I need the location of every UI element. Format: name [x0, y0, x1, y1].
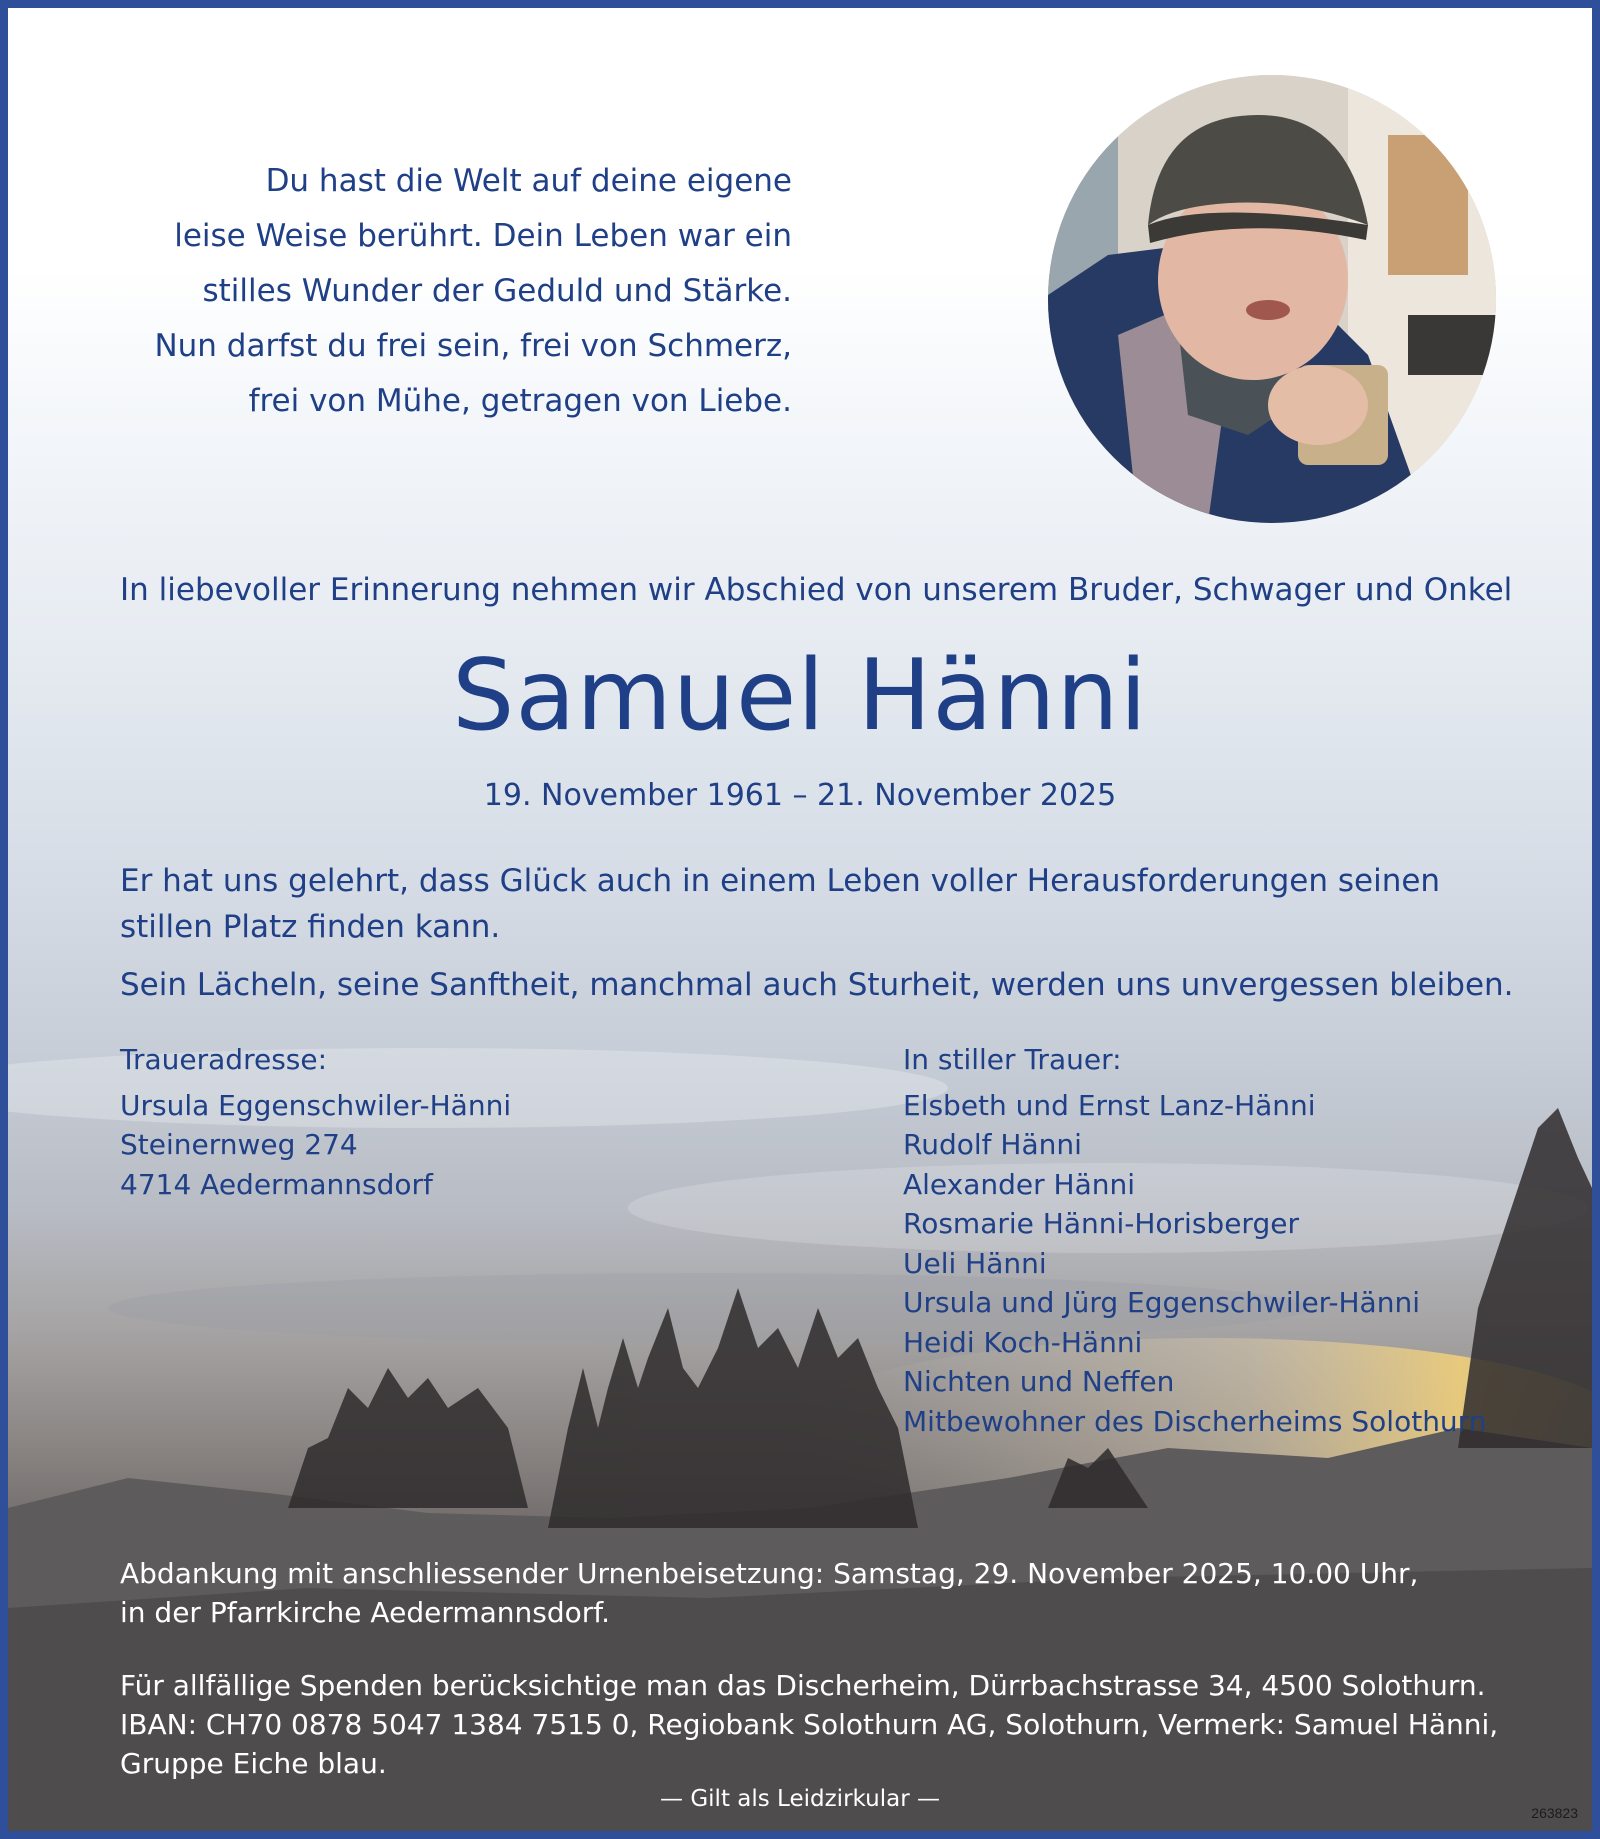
donation-line: Für allfällige Spenden berücksichtige man das Discherheim, Dürrbachstrasse 34, 4500 Solothurn. [120, 1669, 1486, 1702]
mourner-name: Alexander Hänni [903, 1167, 1136, 1201]
mourners-list [903, 1040, 1486, 1441]
poem-line: Du hast die Welt auf deine eigene [265, 163, 792, 199]
service-line: Abdankung mit anschliessender Urnenbeisetzung: Samstag, 29. November 2025, 10.00 Uhr, [120, 1557, 1419, 1590]
mourners-heading: In stiller Trauer: [903, 1043, 1122, 1076]
poem-line: frei von Mühe, getragen von Liebe. [248, 383, 792, 419]
portrait-photo [1048, 75, 1496, 523]
mourner-name: Heidi Koch-Hänni [903, 1325, 1143, 1359]
poem [92, 154, 792, 429]
mourner-name: Nichten und Neffen [903, 1365, 1175, 1398]
address-line: Steinernweg 274 [120, 1128, 358, 1161]
intro-text: In liebevoller Erinnerung nehmen wir Abschied von unserem Bruder, Schwager und Onkel [120, 572, 1513, 608]
mourner-name: Rosmarie Hänni-Horisberger [903, 1207, 1299, 1240]
mourner-name: Ueli Hänni [903, 1246, 1047, 1280]
address-line: Ursula Eggenschwiler-Hänni [120, 1088, 512, 1122]
mourner-name: Elsbeth und Ernst Lanz-Hänni [903, 1088, 1316, 1122]
mourning-address [120, 1040, 511, 1204]
address-line: 4714 Aedermannsdorf [120, 1167, 433, 1201]
mourner-name: Rudolf Hänni [903, 1128, 1082, 1161]
mourner-name: Ursula und Jürg Eggenschwiler-Hänni [903, 1286, 1420, 1319]
tribute-paragraph: Sein Lächeln, seine Sanftheit, manchmal auch Sturheit, werden uns unvergessen bleiben. [120, 967, 1514, 1003]
address-heading: Traueradresse: [120, 1043, 328, 1076]
reference-number: 263823 [1531, 1805, 1578, 1821]
deceased-name: Samuel Hänni [452, 639, 1148, 753]
tribute-paragraph: Er hat uns gelehrt, dass Glück auch in einem Leben voller Herausforderungen seinen stillen Platz finden kann. [120, 863, 1441, 945]
portrait-illustration [1048, 75, 1496, 523]
life-dates: 19. November 1961 – 21. November 2025 [483, 778, 1117, 813]
poem-line: leise Weise berührt. Dein Leben war ein [174, 218, 792, 254]
poem-line: Nun darfst du frei sein, frei von Schmerz, [154, 328, 792, 364]
service-line: in der Pfarrkirche Aedermannsdorf. [120, 1596, 610, 1629]
mourner-name: Mitbewohner des Discherheims Solothurn [903, 1404, 1487, 1438]
funeral-service-info [120, 1554, 1540, 1632]
donation-line: IBAN: CH70 0878 5047 1384 7515 0, Regiobank Solothurn AG, Solothurn, Vermerk: Samuel Hänni, [120, 1708, 1499, 1741]
donation-info [120, 1666, 1540, 1783]
tribute-text [120, 858, 1520, 1020]
donation-line: Gruppe Eiche blau. [120, 1747, 387, 1780]
footer-note: — Gilt als Leidzirkular — [660, 1786, 940, 1812]
poem-line: stilles Wunder der Geduld und Stärke. [202, 273, 792, 309]
